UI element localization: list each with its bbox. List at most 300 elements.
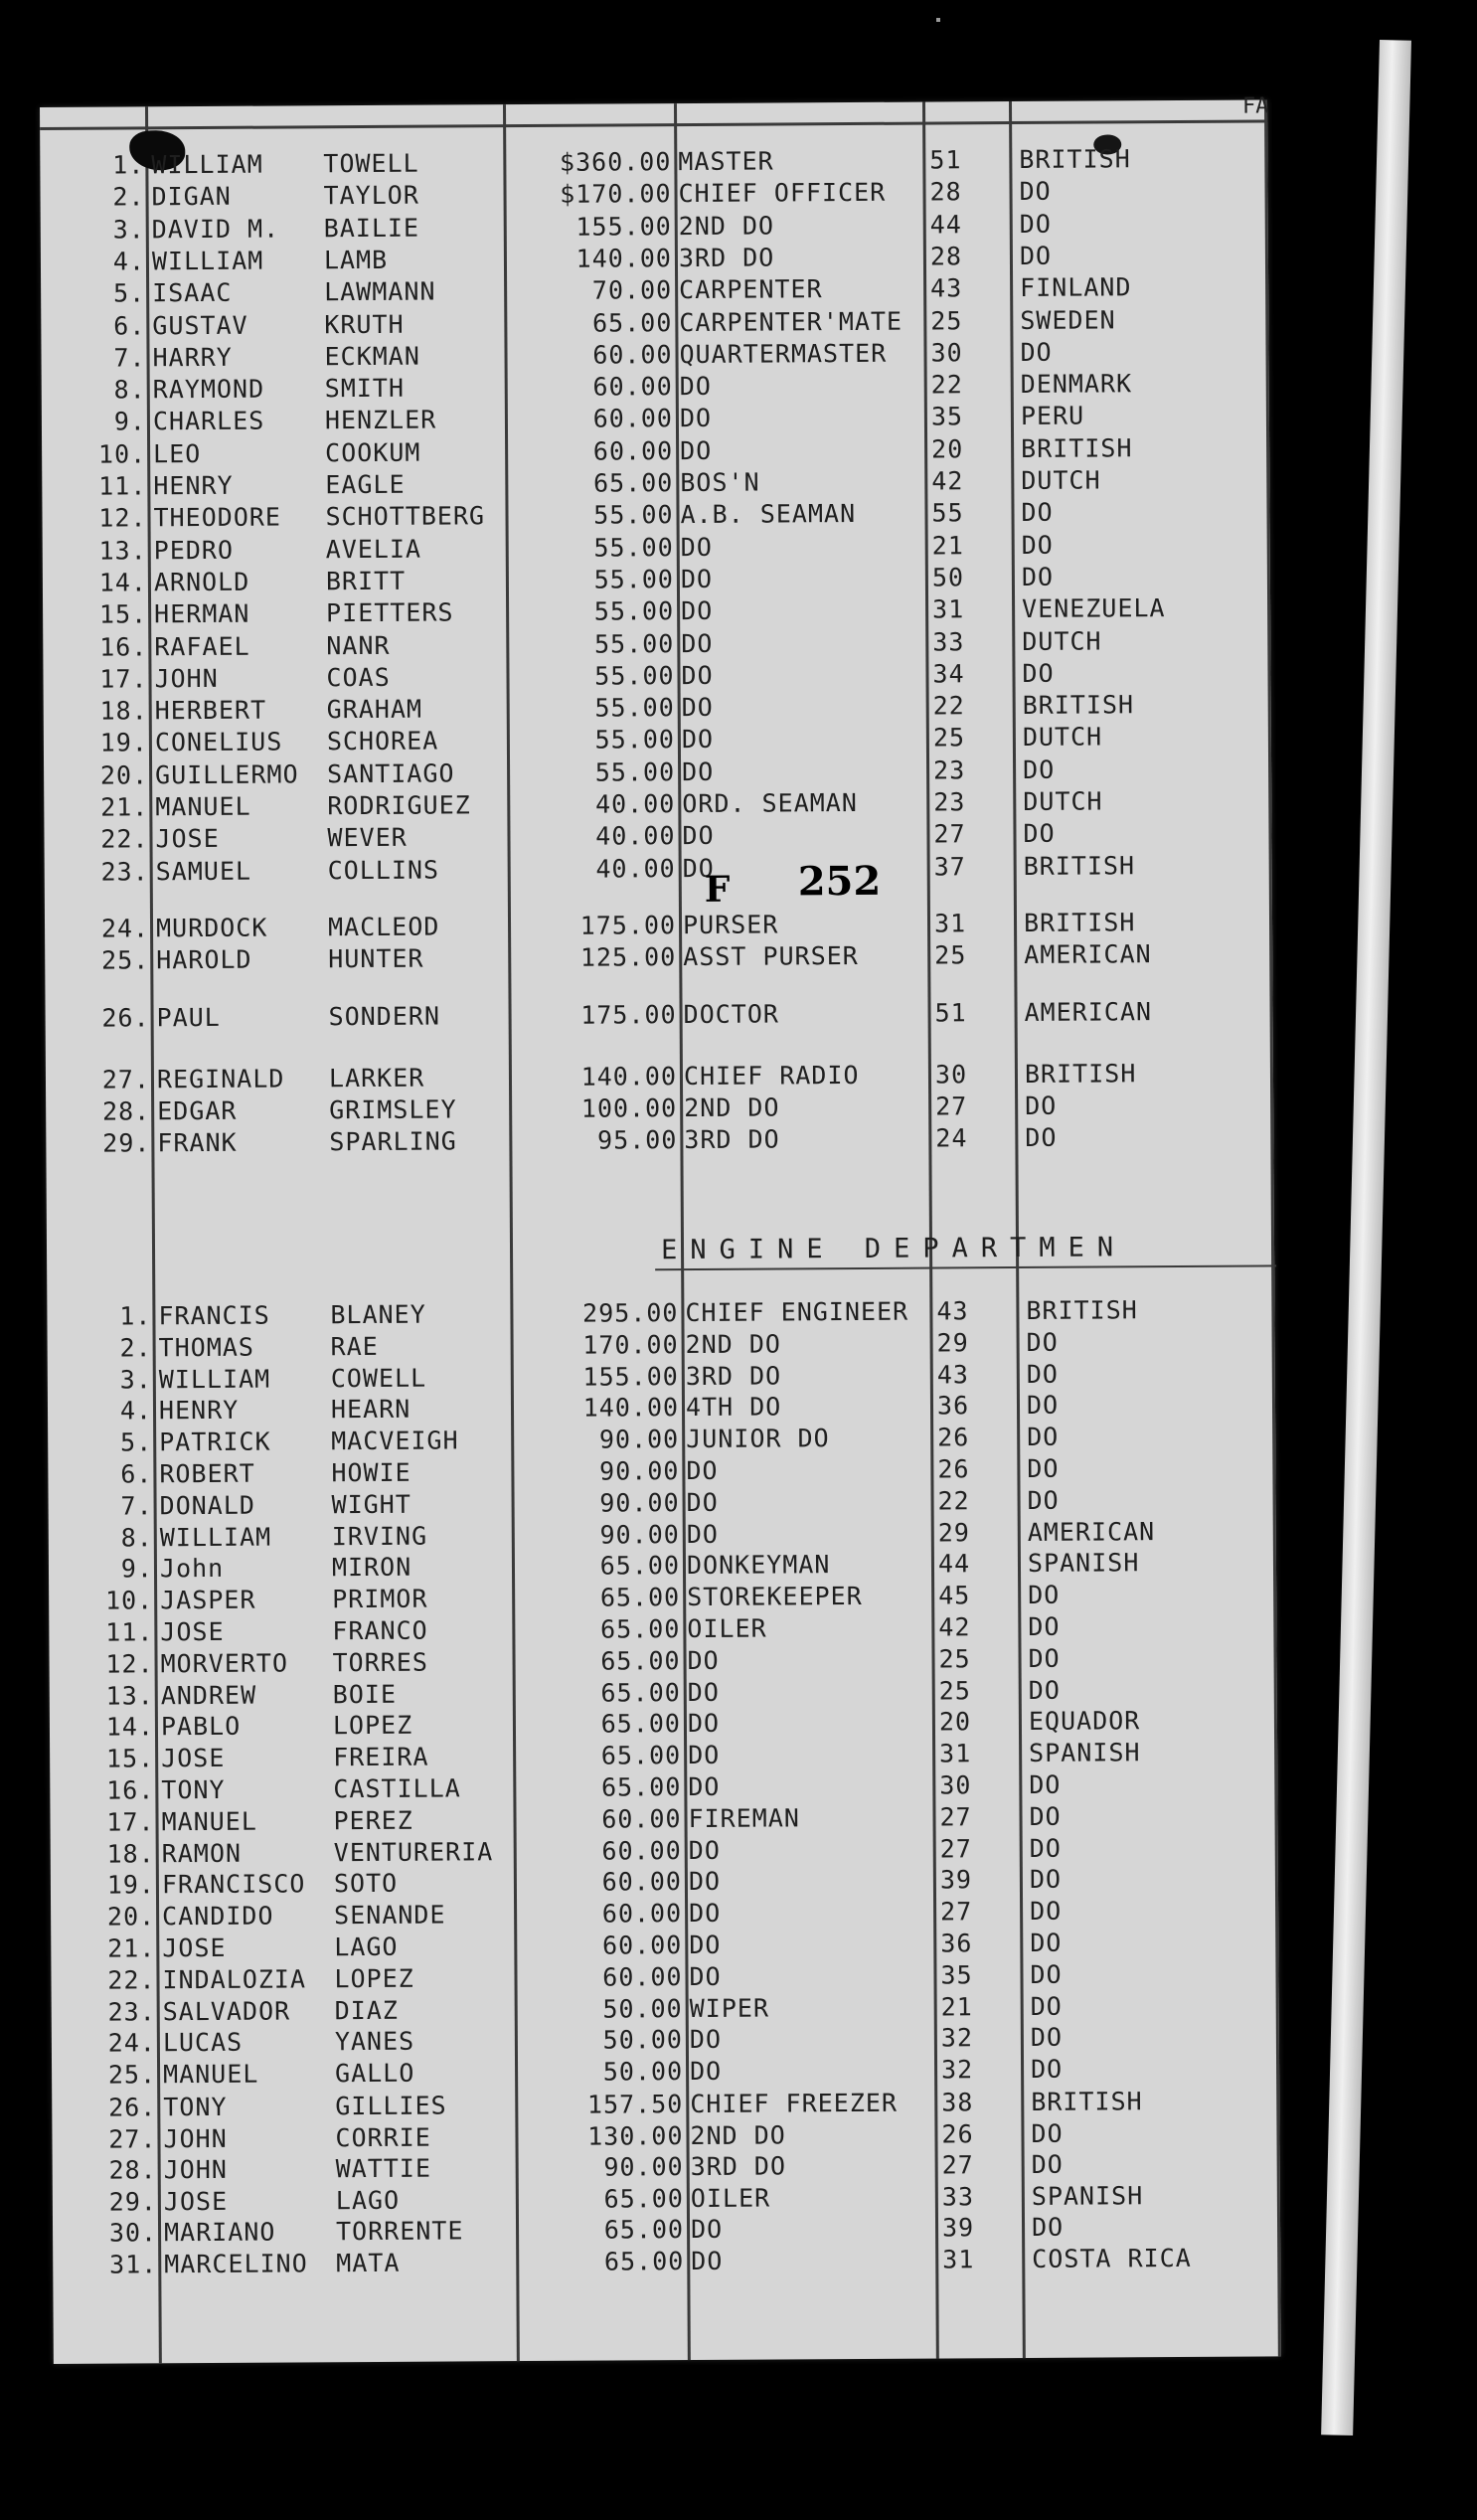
crew-num: 24. bbox=[107, 2028, 156, 2059]
crew-last: PIETTERS bbox=[326, 597, 454, 628]
crew-last: MACVEIGH bbox=[331, 1426, 459, 1456]
crew-last: TORRENTE bbox=[335, 2216, 464, 2247]
crew-age: 27 bbox=[939, 1833, 972, 1864]
crew-nat: DO bbox=[1026, 1327, 1059, 1357]
crew-age: 22 bbox=[932, 691, 965, 721]
crew-num: 25. bbox=[100, 945, 150, 975]
crew-wage: 65.00 bbox=[600, 1709, 682, 1739]
crew-first: JOSE bbox=[163, 2186, 229, 2217]
crew-num: 5. bbox=[120, 1428, 153, 1457]
crew-nat: DO bbox=[1021, 562, 1055, 591]
crew-age: 22 bbox=[930, 370, 963, 400]
crew-age: 33 bbox=[932, 626, 965, 657]
crew-num: 23. bbox=[100, 856, 149, 887]
crew-wage: 155.00 bbox=[575, 211, 672, 242]
crew-rank: DO bbox=[681, 725, 715, 755]
crew-wage: 65.00 bbox=[600, 1741, 682, 1770]
crew-first: TONY bbox=[161, 1774, 226, 1805]
crew-age: 31 bbox=[932, 594, 965, 624]
crew-num: 17. bbox=[106, 1807, 155, 1837]
crew-wage: 50.00 bbox=[602, 1993, 683, 2024]
crew-wage: 175.00 bbox=[579, 911, 677, 940]
crew-nat: DO bbox=[1030, 1959, 1063, 1989]
crew-num: 8. bbox=[120, 1522, 153, 1553]
crew-rank: DO bbox=[679, 404, 713, 433]
crew-rank: BOS'N bbox=[680, 467, 760, 498]
crew-rank: 4TH DO bbox=[685, 1392, 782, 1423]
crew-wage: 90.00 bbox=[598, 1425, 680, 1454]
crew-nat: DO bbox=[1020, 337, 1053, 367]
crew-nat: DO bbox=[1026, 1391, 1060, 1421]
crew-wage: 65.00 bbox=[600, 1645, 681, 1676]
crew-rank: DO bbox=[689, 1961, 722, 1991]
crew-last: ECKMAN bbox=[324, 341, 420, 372]
crew-nat: DO bbox=[1019, 241, 1053, 270]
crew-age: 51 bbox=[929, 145, 962, 175]
crew-rank: CARPENTER'MATE bbox=[679, 306, 903, 337]
crew-wage: 65.00 bbox=[600, 1614, 681, 1644]
crew-num: 7. bbox=[120, 1491, 153, 1521]
crew-last: LAMB bbox=[323, 245, 389, 275]
crew-num: 21. bbox=[107, 1933, 156, 1963]
crew-age: 36 bbox=[940, 1929, 973, 1958]
crew-rank: 2ND DO bbox=[684, 1092, 780, 1123]
crew-rank: OILER bbox=[690, 2183, 771, 2213]
crew-age: 25 bbox=[934, 940, 967, 970]
crew-nat: SPANISH bbox=[1027, 1548, 1140, 1579]
crew-nat: DO bbox=[1019, 209, 1052, 239]
crew-num: 5. bbox=[112, 278, 146, 308]
crew-rank: A.B. SEAMAN bbox=[680, 499, 857, 530]
crew-nat: AMERICAN bbox=[1027, 1516, 1156, 1547]
crew-num: 10. bbox=[104, 1586, 154, 1615]
crew-num: 17. bbox=[99, 664, 148, 694]
crew-last: BRITT bbox=[325, 566, 407, 596]
crew-num: 10. bbox=[97, 439, 147, 469]
crew-first: MARCELINO bbox=[164, 2249, 308, 2279]
crew-last: IRVING bbox=[331, 1521, 428, 1551]
crew-rank: DO bbox=[689, 1899, 722, 1929]
crew-wage: 70.00 bbox=[591, 275, 673, 305]
crew-wage: 65.00 bbox=[592, 468, 674, 498]
crew-num: 1. bbox=[112, 150, 145, 180]
crew-nat: DO bbox=[1021, 498, 1054, 528]
crew-last: VENTURERIA bbox=[333, 1836, 494, 1867]
crew-last: BLANEY bbox=[330, 1299, 426, 1330]
crew-nat: DO bbox=[1030, 2023, 1064, 2053]
crew-rank: DO bbox=[681, 692, 714, 723]
crew-nat: BRITISH bbox=[1031, 2087, 1143, 2116]
crew-wage: 60.00 bbox=[592, 435, 674, 466]
crew-last: SENANDE bbox=[334, 1900, 446, 1931]
crew-wage: 60.00 bbox=[592, 404, 674, 433]
crew-last: SANTIAGO bbox=[327, 758, 455, 788]
crew-age: 44 bbox=[929, 209, 962, 240]
crew-last: CORRIE bbox=[335, 2122, 431, 2152]
crew-last: LAGO bbox=[335, 2185, 401, 2216]
crew-last: TAYLOR bbox=[323, 180, 419, 211]
crew-wage: 175.00 bbox=[580, 1000, 677, 1030]
crew-wage: 60.00 bbox=[602, 1961, 683, 1992]
crew-last: DIAZ bbox=[334, 1995, 400, 2025]
crew-age: 51 bbox=[934, 998, 967, 1028]
crew-nat: DO bbox=[1029, 1833, 1062, 1863]
crew-rank: 2ND DO bbox=[690, 2120, 786, 2150]
crew-num: 3. bbox=[112, 214, 145, 245]
crew-first: SAMUEL bbox=[155, 856, 252, 886]
crew-rank: CHIEF FREEZER bbox=[690, 2088, 899, 2119]
crew-age: 24 bbox=[935, 1123, 968, 1153]
crew-nat: VENEZUELA bbox=[1022, 593, 1166, 624]
crew-wage: 50.00 bbox=[602, 2057, 684, 2087]
crew-age: 27 bbox=[939, 1802, 972, 1832]
crew-first: MANUEL bbox=[163, 2059, 259, 2090]
crew-rank: DO bbox=[690, 2215, 724, 2245]
crew-wage: 157.50 bbox=[586, 2090, 684, 2119]
crew-wage: 55.00 bbox=[594, 693, 675, 723]
crew-nat: DO bbox=[1019, 177, 1052, 207]
crew-first: JOSE bbox=[162, 1932, 227, 1963]
crew-first: JOHN bbox=[154, 663, 219, 694]
crew-age: 43 bbox=[936, 1359, 970, 1390]
crew-age: 25 bbox=[938, 1644, 971, 1674]
crew-num: 22. bbox=[107, 1965, 156, 1995]
crew-first: MORVERTO bbox=[160, 1648, 289, 1679]
crew-first: FRANCIS bbox=[158, 1300, 270, 1331]
crew-last: LOPEZ bbox=[332, 1711, 413, 1741]
crew-last: CASTILLA bbox=[333, 1773, 461, 1804]
crew-rank: CHIEF ENGINEER bbox=[685, 1296, 909, 1328]
crew-first: MANUEL bbox=[155, 791, 251, 822]
crew-nat: BRITISH bbox=[1022, 690, 1135, 721]
crew-wage: 140.00 bbox=[575, 244, 673, 273]
crew-wage: 55.00 bbox=[594, 725, 675, 755]
crew-num: 19. bbox=[106, 1870, 156, 1901]
crew-wage: 55.00 bbox=[593, 596, 675, 626]
crew-nat: EQUADOR bbox=[1028, 1706, 1141, 1737]
crew-num: 19. bbox=[99, 728, 148, 758]
crew-nat: COSTA RICA bbox=[1032, 2243, 1192, 2273]
crew-rank: DO bbox=[686, 1455, 719, 1486]
crew-wage: 100.00 bbox=[580, 1093, 678, 1123]
crew-last: BOIE bbox=[332, 1679, 398, 1709]
crew-first: RAFAEL bbox=[154, 631, 250, 661]
crew-num: 13. bbox=[105, 1680, 154, 1711]
crew-last: FREIRA bbox=[333, 1742, 429, 1772]
crew-wage: 65.00 bbox=[600, 1772, 682, 1802]
crew-nat: DUTCH bbox=[1022, 625, 1102, 656]
crew-age: 27 bbox=[940, 1897, 973, 1927]
crew-wage: 140.00 bbox=[580, 1062, 678, 1092]
crew-num: 24. bbox=[100, 914, 150, 943]
crew-age: 32 bbox=[940, 2055, 974, 2085]
crew-age: 36 bbox=[936, 1391, 970, 1421]
top-rule bbox=[40, 119, 1267, 130]
crew-num: 2. bbox=[119, 1333, 152, 1363]
crew-age: 20 bbox=[931, 434, 964, 464]
crew-row bbox=[45, 850, 1272, 890]
crew-last: PEREZ bbox=[333, 1805, 413, 1836]
crew-nat: DUTCH bbox=[1022, 722, 1103, 753]
crew-nat: BRITISH bbox=[1023, 850, 1136, 881]
crew-wage: 40.00 bbox=[595, 853, 676, 884]
crew-first: TONY bbox=[163, 2092, 228, 2122]
crew-nat: DO bbox=[1029, 1769, 1062, 1799]
crew-first: WILLIAM bbox=[159, 1522, 272, 1552]
crew-nat: SWEDEN bbox=[1020, 304, 1116, 335]
crew-nat: AMERICAN bbox=[1024, 939, 1152, 969]
crew-age: 31 bbox=[939, 1739, 972, 1768]
crew-first: ARNOLD bbox=[153, 567, 250, 597]
crew-last: WEVER bbox=[327, 823, 408, 853]
crew-wage: 55.00 bbox=[593, 628, 675, 659]
crew-age: 23 bbox=[933, 787, 966, 817]
stamp-letter: F bbox=[704, 868, 731, 911]
crew-first: ISAAC bbox=[152, 278, 233, 308]
crew-num: 27. bbox=[108, 2123, 157, 2154]
crew-num: 3. bbox=[119, 1364, 152, 1395]
crew-num: 15. bbox=[98, 599, 148, 629]
crew-wage: 65.00 bbox=[599, 1583, 681, 1612]
crew-age: 25 bbox=[938, 1675, 971, 1706]
crew-first: WILLIAM bbox=[151, 149, 263, 180]
crew-first: DONALD bbox=[159, 1490, 255, 1521]
crew-first: WILLIAM bbox=[158, 1364, 271, 1394]
crew-wage: 60.00 bbox=[601, 1899, 683, 1929]
crew-first: ROBERT bbox=[159, 1458, 255, 1489]
crew-last: NANR bbox=[326, 630, 391, 660]
crew-last: HOWIE bbox=[331, 1457, 411, 1488]
crew-rank: DO bbox=[680, 532, 713, 562]
crew-age: 23 bbox=[933, 756, 966, 785]
crew-nat: DO bbox=[1031, 2118, 1064, 2148]
crew-age: 25 bbox=[930, 305, 963, 336]
crew-nat: FINLAND bbox=[1020, 272, 1132, 303]
crew-age: 31 bbox=[933, 909, 967, 938]
crew-first: HERMAN bbox=[154, 598, 250, 629]
crew-age: 32 bbox=[940, 2023, 974, 2053]
crew-last: AVELIA bbox=[325, 534, 422, 564]
crew-nat: DO bbox=[1023, 819, 1056, 849]
crew-age: 25 bbox=[932, 723, 966, 753]
crew-age: 29 bbox=[936, 1328, 969, 1358]
crew-age: 50 bbox=[931, 563, 965, 592]
adjacent-page-edge bbox=[1321, 40, 1411, 2436]
crew-last: COAS bbox=[326, 662, 391, 693]
crew-last: BAILIE bbox=[323, 213, 420, 243]
crew-age: 42 bbox=[938, 1612, 971, 1642]
crew-rank: DO bbox=[681, 628, 714, 658]
crew-age: 39 bbox=[939, 1865, 973, 1895]
crew-first: REGINALD bbox=[156, 1064, 285, 1094]
crew-num: 6. bbox=[120, 1459, 153, 1489]
crew-wage: 65.00 bbox=[603, 2183, 684, 2214]
crew-wage: 40.00 bbox=[594, 789, 676, 819]
crew-last: MACLEOD bbox=[327, 912, 440, 942]
crew-first: SALVADOR bbox=[162, 1996, 291, 2026]
crew-rank: DONKEYMAN bbox=[686, 1550, 831, 1581]
crew-num: 21. bbox=[100, 792, 149, 822]
crew-nat: DO bbox=[1028, 1580, 1061, 1610]
crew-wage: 60.00 bbox=[601, 1931, 683, 1960]
crew-num: 27. bbox=[101, 1065, 151, 1094]
crew-age: 30 bbox=[934, 1060, 968, 1090]
crew-wage: 65.00 bbox=[600, 1677, 681, 1708]
crew-num: 18. bbox=[99, 696, 148, 726]
crew-wage: 90.00 bbox=[599, 1519, 680, 1550]
crew-wage: 55.00 bbox=[594, 756, 676, 787]
crew-last: GRAHAM bbox=[326, 694, 423, 725]
crew-last: MIRON bbox=[331, 1553, 412, 1583]
crew-age: 42 bbox=[931, 466, 964, 496]
crew-rank: DO bbox=[682, 821, 715, 851]
crew-num: 4. bbox=[112, 247, 146, 276]
crew-first: MARIANO bbox=[163, 2217, 276, 2248]
crew-rank: 3RD DO bbox=[685, 1361, 782, 1391]
crew-last: TOWELL bbox=[323, 148, 419, 179]
crew-rank: DO bbox=[682, 756, 715, 786]
crew-rank: 2ND DO bbox=[678, 211, 775, 241]
crew-first: HENRY bbox=[158, 1396, 240, 1426]
crew-last: COOKUM bbox=[325, 437, 421, 467]
crew-last: RODRIGUEZ bbox=[327, 790, 471, 821]
crew-nat: SPANISH bbox=[1031, 2181, 1144, 2211]
crew-age: 28 bbox=[929, 242, 963, 271]
crew-last: LAGO bbox=[334, 1932, 399, 1962]
crew-nat: DO bbox=[1022, 658, 1055, 688]
crew-rank: DO bbox=[680, 564, 714, 593]
crew-last: GILLIES bbox=[335, 2091, 447, 2121]
crew-wage: 55.00 bbox=[594, 660, 675, 691]
crew-wage: 90.00 bbox=[603, 2152, 684, 2182]
crew-rank: 3RD DO bbox=[690, 2151, 787, 2182]
crew-rank: CHIEF OFFICER bbox=[678, 178, 887, 209]
crew-nat: DO bbox=[1030, 1896, 1063, 1927]
crew-first: MANUEL bbox=[161, 1806, 257, 1837]
crew-num: 18. bbox=[106, 1838, 155, 1869]
crew-num: 7. bbox=[113, 343, 146, 373]
crew-nat: DO bbox=[1028, 1675, 1061, 1705]
crew-wage: 95.00 bbox=[597, 1125, 678, 1155]
crew-nat: DO bbox=[1026, 1359, 1059, 1389]
crew-rank: DO bbox=[688, 1835, 721, 1865]
crew-rank: DO bbox=[686, 1519, 719, 1549]
crew-first: HAROLD bbox=[156, 944, 252, 975]
crew-wage: 125.00 bbox=[579, 942, 677, 972]
crew-rank: FIREMAN bbox=[688, 1803, 800, 1833]
crew-first: DAVID M. bbox=[151, 214, 280, 244]
crew-age: 29 bbox=[937, 1517, 970, 1548]
crew-num: 6. bbox=[113, 310, 146, 341]
crew-age: 55 bbox=[931, 498, 964, 528]
crew-nat: BRITISH bbox=[1026, 1295, 1138, 1325]
crew-num: 29. bbox=[108, 2187, 157, 2217]
crew-rank: DO bbox=[681, 596, 714, 626]
crew-last: COWELL bbox=[330, 1363, 427, 1393]
crew-wage: 60.00 bbox=[592, 339, 673, 370]
crew-rank: DO bbox=[687, 1645, 720, 1675]
crew-first: CANDIDO bbox=[162, 1901, 274, 1932]
crew-wage: 295.00 bbox=[582, 1298, 679, 1328]
crew-nat: DO bbox=[1030, 1991, 1063, 2021]
crew-last: SMITH bbox=[324, 373, 406, 404]
crew-wage: 55.00 bbox=[593, 565, 674, 594]
crew-last: HUNTER bbox=[328, 943, 424, 974]
crew-wage: 140.00 bbox=[582, 1393, 680, 1424]
crew-age: 35 bbox=[940, 1960, 973, 1990]
crew-nat: DO bbox=[1030, 1928, 1063, 1957]
crew-wage: $360.00 bbox=[559, 147, 672, 177]
crew-nat: DO bbox=[1029, 1865, 1063, 1895]
crew-nat: DENMARK bbox=[1020, 369, 1133, 400]
crew-wage: 65.00 bbox=[603, 2247, 685, 2276]
crew-wage: $170.00 bbox=[560, 179, 672, 210]
crew-age: 45 bbox=[938, 1581, 971, 1610]
crew-num: 20. bbox=[99, 760, 149, 790]
crew-wage: 155.00 bbox=[582, 1361, 679, 1392]
crew-row bbox=[45, 938, 1272, 978]
crew-last: KRUTH bbox=[324, 309, 405, 339]
corner-mark: FA bbox=[1241, 93, 1269, 119]
scan-speck bbox=[936, 18, 940, 22]
crew-rank: DO bbox=[681, 660, 714, 690]
crew-nat: AMERICAN bbox=[1024, 997, 1153, 1027]
crew-last: LARKER bbox=[328, 1063, 425, 1093]
crew-first: FRANK bbox=[157, 1127, 238, 1158]
crew-last: FRANCO bbox=[332, 1615, 428, 1646]
crew-wage: 55.00 bbox=[593, 500, 674, 530]
crew-first: JOSE bbox=[161, 1744, 226, 1773]
crew-first: RAYMOND bbox=[152, 374, 265, 405]
crew-rank: DO bbox=[689, 2057, 723, 2087]
crew-num: 11. bbox=[105, 1617, 154, 1647]
crew-rank: DO bbox=[689, 2025, 723, 2055]
crew-row bbox=[53, 2243, 1280, 2282]
crew-nat: DO bbox=[1027, 1485, 1060, 1515]
crew-nat: DUTCH bbox=[1021, 465, 1101, 495]
crew-nat: DO bbox=[1027, 1422, 1060, 1452]
crew-rank: 3RD DO bbox=[684, 1124, 780, 1155]
crew-rank: WIPER bbox=[689, 1993, 770, 2023]
crew-last: HEARN bbox=[330, 1395, 411, 1425]
crew-wage: 60.00 bbox=[592, 372, 673, 402]
crew-rank: DO bbox=[682, 853, 715, 883]
crew-nat: DO bbox=[1030, 2054, 1064, 2085]
crew-num: 25. bbox=[107, 2060, 157, 2090]
crew-num: 9. bbox=[120, 1554, 154, 1584]
crew-last: WIGHT bbox=[331, 1489, 411, 1520]
crew-first: JASPER bbox=[160, 1585, 256, 1615]
crew-rank: DO bbox=[679, 371, 712, 402]
crew-rank: 3RD DO bbox=[678, 243, 775, 272]
crew-wage: 170.00 bbox=[582, 1329, 679, 1360]
crew-first: MURDOCK bbox=[155, 913, 268, 943]
crew-rank: DO bbox=[687, 1709, 721, 1739]
crew-age: 28 bbox=[929, 177, 962, 207]
crew-rank: 2ND DO bbox=[685, 1329, 782, 1359]
crew-nat: DO bbox=[1031, 2149, 1064, 2180]
crew-age: 37 bbox=[933, 851, 966, 882]
crew-first: RAMON bbox=[161, 1838, 243, 1868]
crew-first: PAUL bbox=[156, 1002, 221, 1033]
crew-rank: DO bbox=[687, 1677, 720, 1707]
crew-nat: PERU bbox=[1020, 401, 1085, 431]
crew-num: 4. bbox=[119, 1396, 153, 1426]
crew-first: John bbox=[159, 1554, 225, 1584]
crew-age: 34 bbox=[932, 659, 965, 689]
crew-first: LUCAS bbox=[162, 2028, 244, 2058]
crew-rank: JUNIOR DO bbox=[686, 1424, 830, 1454]
